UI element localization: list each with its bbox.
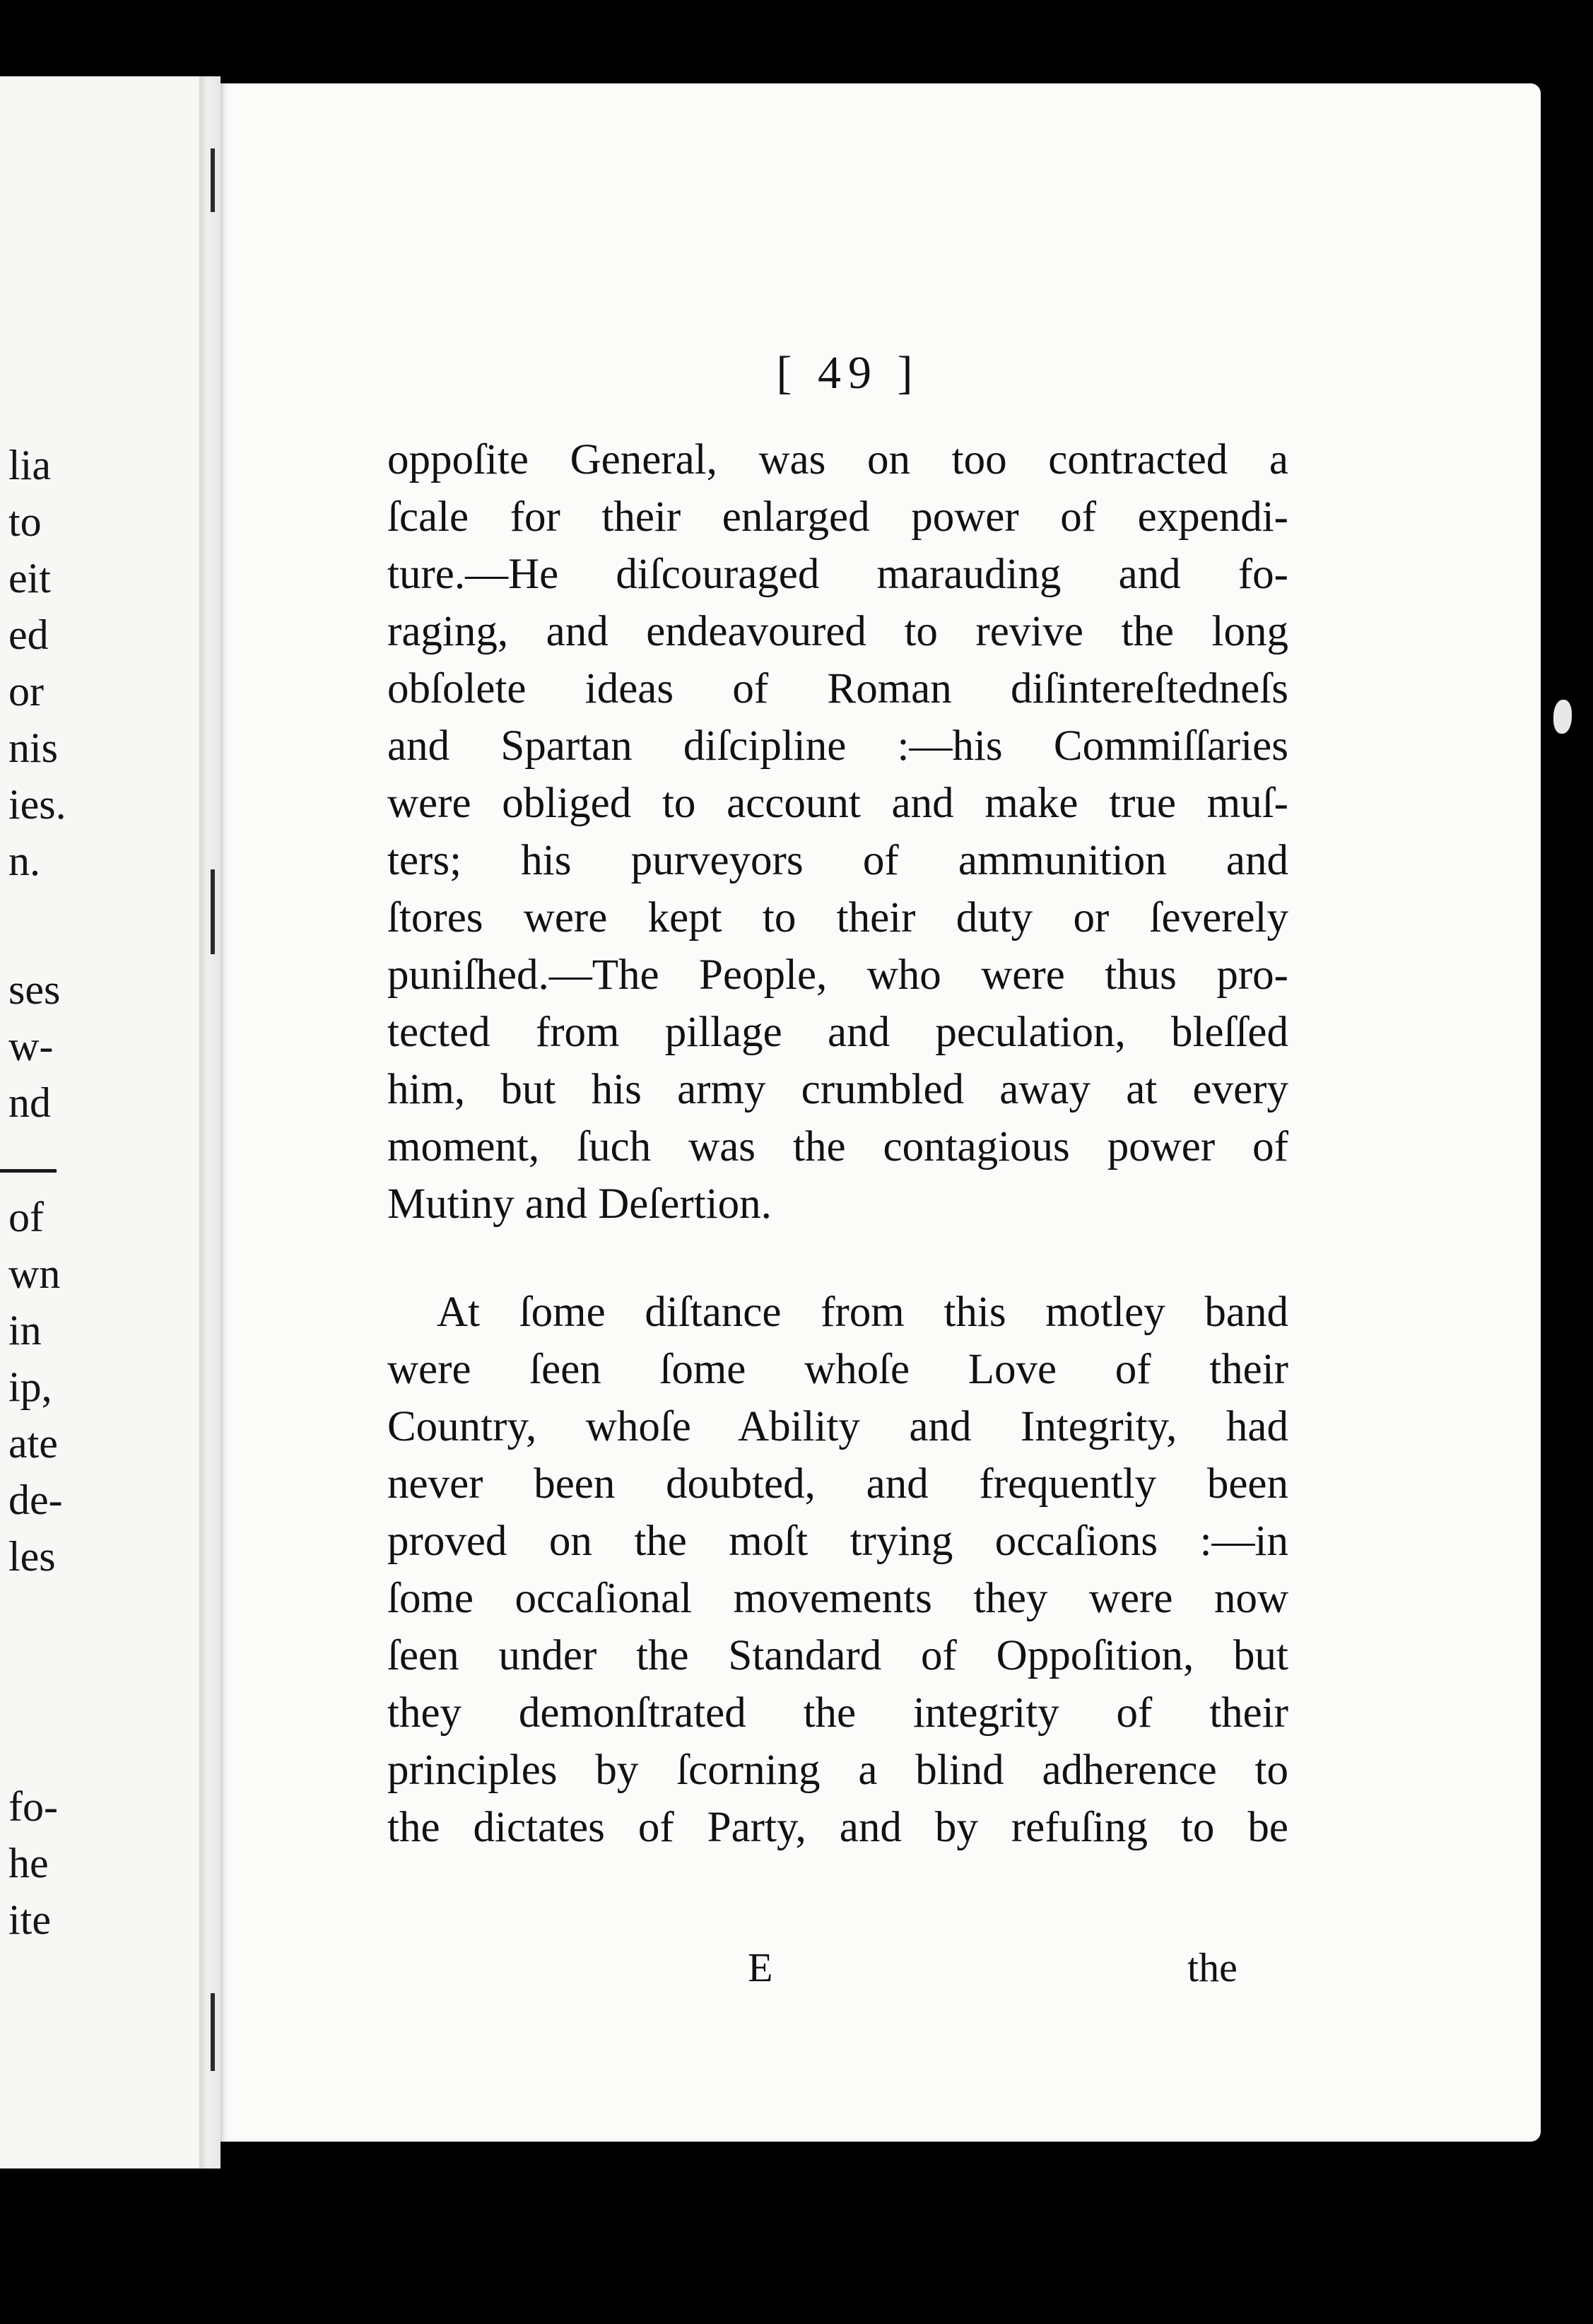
left-fragment: w- [8,1023,54,1069]
left-fragment: or [8,668,44,715]
edge-blemish [1553,700,1572,734]
left-page-rule [0,1169,57,1173]
text-line: ſeen under the Standard of Oppoſition, but [387,1632,1288,1679]
left-fragment: lia [8,442,51,488]
text-line: raging, and endeavoured to revive the long [387,608,1288,655]
spine-mark [211,869,215,954]
paragraph-gap [387,1233,1288,1284]
text-line: never been doubted, and frequently been [387,1460,1288,1508]
left-fragment: nis [8,724,59,771]
text-line: At ſome diſtance from this motley band [437,1289,1288,1336]
text-line: were obliged to account and make true muſ- [387,780,1288,827]
text-line: were ſeen ſome whoſe Love of their [387,1346,1288,1393]
left-fragment: ate [8,1420,58,1467]
page-number: [ 49 ] [776,347,920,399]
left-fragment: ip, [8,1363,52,1410]
text-line: ters; his purveyors of ammunition and [387,837,1288,884]
text-line: principles by ſcorning a blind adherence to [387,1747,1288,1794]
text-line: obſolete ideas of Roman diſintereſtedneſs [387,665,1288,712]
spine-mark [211,148,215,212]
left-fragment: wn [8,1250,61,1297]
text-line: moment, ſuch was the contagious power of [387,1123,1288,1170]
text-line: oppoſite General, was on too contracted a [387,436,1288,483]
text-line: tected from pillage and peculation, bleſſed [387,1009,1288,1056]
text-line: the dictates of Party, and by refuſing to be [387,1804,1288,1851]
left-fragment: ies. [8,781,66,828]
text-line: proved on the moſt trying occaſions :—in [387,1518,1288,1565]
left-fragment: nd [8,1079,51,1126]
left-fragment: de- [8,1477,63,1523]
signature-mark: E [748,1944,773,1990]
text-line: they demonſtrated the integrity of their [387,1689,1288,1737]
left-fragment: les [8,1533,56,1580]
text-line: ſome occaſional movements they were now [387,1575,1288,1622]
left-fragment: ses [8,966,61,1013]
left-fragment: he [8,1840,49,1886]
left-fragment: in [8,1307,42,1354]
text-line: Country, whoſe Ability and Integrity, had [387,1403,1288,1450]
text-line: him, but his army crumbled away at every [387,1066,1288,1113]
spine-mark [211,1993,215,2071]
left-fragment: ed [8,611,49,658]
left-fragment: of [8,1194,44,1240]
left-fragment: n. [8,838,40,884]
text-line: ſcale for their enlarged power of expendi- [387,493,1288,541]
text-line: and Spartan diſcipline :—his Commiſſaries [387,722,1288,770]
left-fragment: to [8,498,42,545]
left-fragment: fo- [8,1783,58,1830]
book-gutter [199,76,221,2169]
text-line: puniſhed.—The People, who were thus pro- [387,951,1288,999]
left-fragment: eit [8,555,51,601]
text-line: Mutiny and Deſertion. [387,1180,772,1228]
text-line: ſtores were kept to their duty or ſeverely [387,894,1288,941]
body-text [387,431,1288,1856]
catchword: the [1187,1944,1238,1990]
left-fragment: ite [8,1896,51,1943]
text-line: ture.—He diſcouraged marauding and fo- [387,551,1288,598]
left-page [0,76,201,2169]
